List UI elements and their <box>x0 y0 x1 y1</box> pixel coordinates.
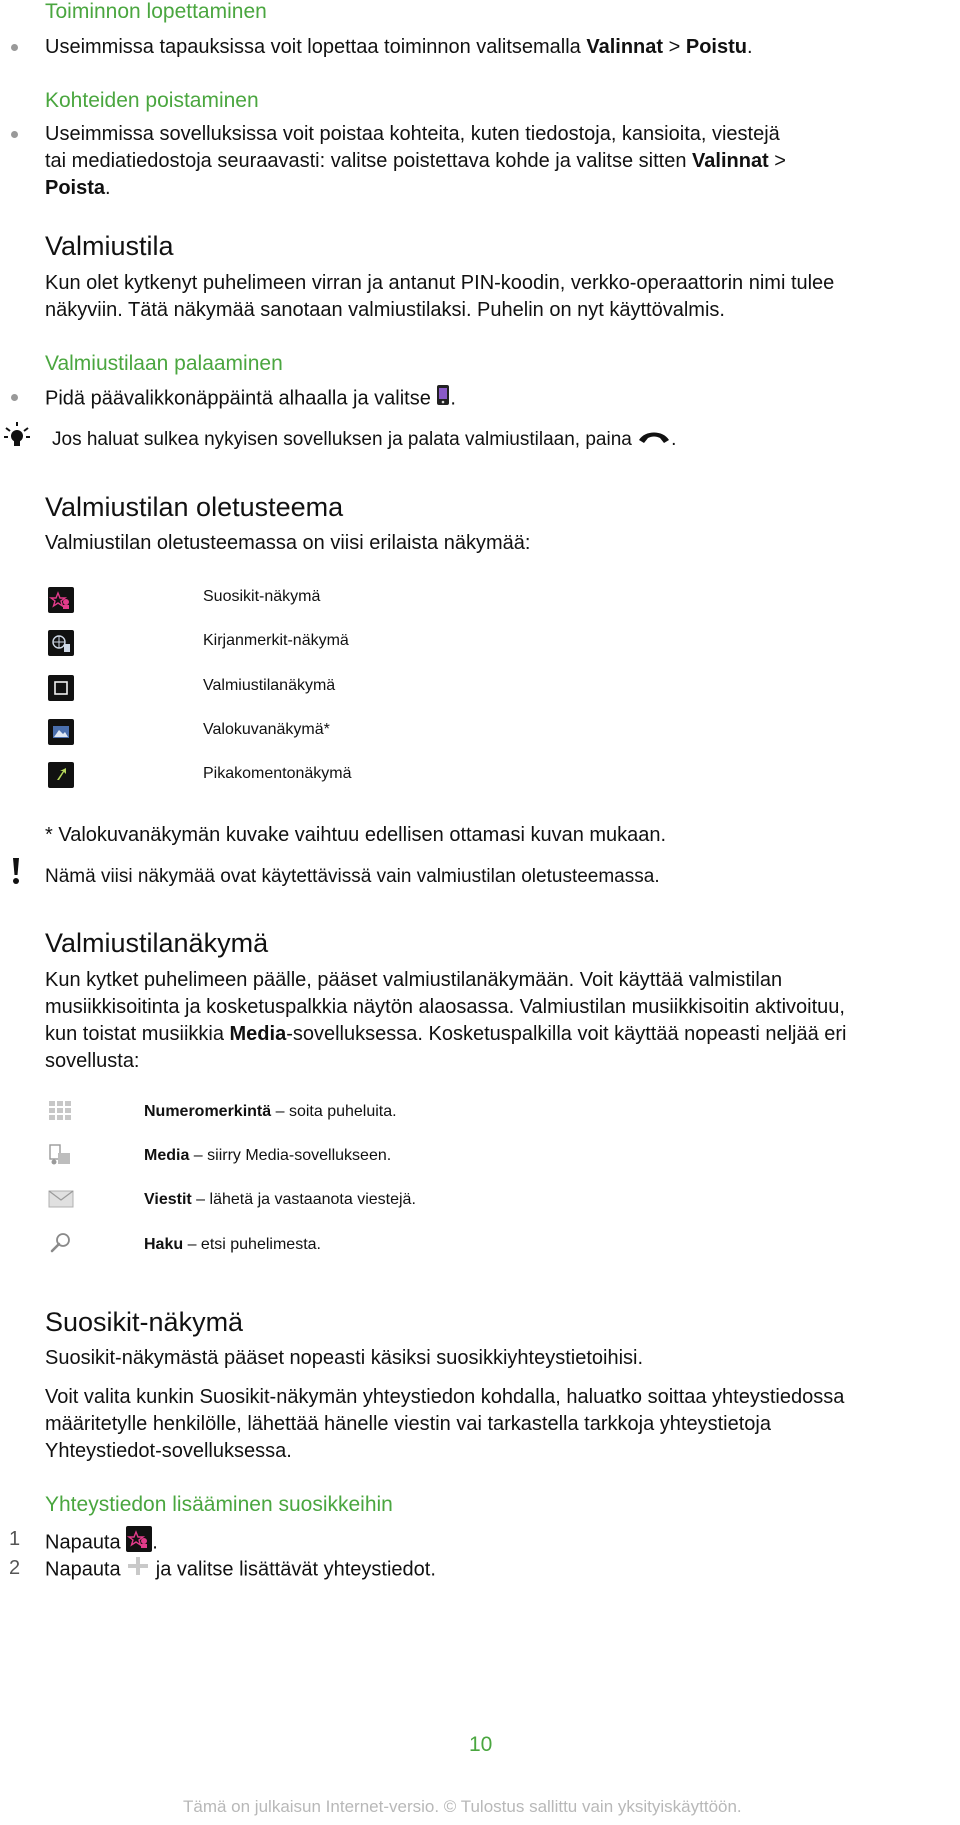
delete-line-1: Useimmissa sovelluksissa voit poistaa kohteita, kuten tiedostoja, kansioita, viestejä <box>45 123 780 145</box>
standby-view-line-1: Kun kytket puhelimeen päälle, pääset valmiustilanäkymään. Voit käyttää valmistilan <box>45 969 783 991</box>
view-label-photo: Valokuvanäkymä* <box>203 721 330 738</box>
theme-note: Nämä viisi näkymää ovat käytettävissä vain valmiustilan oletusteemassa. <box>45 866 660 887</box>
favorites-para-2-line-2: määritetylle henkilölle, lähettää hänelle viestin vai tarkastella tarkkoja yhteystietoja <box>45 1413 771 1435</box>
envelope-icon <box>48 1190 74 1213</box>
app-search: Haku – etsi puhelimesta. <box>144 1236 321 1253</box>
delete-line-2: tai mediatiedostoja seuraavasti: valitse poistettava kohde ja valitse sitten Valinnat > <box>45 150 786 172</box>
standby-view-line-3: kun toistat musiikkia Media-sovelluksessa. Kosketuspalkilla voit käyttää nopeasti neljää eri <box>45 1023 847 1045</box>
add-plus-icon <box>126 1555 150 1585</box>
end-call-key-icon <box>637 426 671 453</box>
favorites-para-2-line-1: Voit valita kunkin Suosikit-näkymän yhteystiedon kohdalla, haluatko soittaa yhteystiedossa <box>45 1386 845 1408</box>
standby-view-line-2: musiikkisoitinta ja kosketuspalkkia näytön alaosassa. Valmiustilan musiikkisoitin aktivoituu, <box>45 996 845 1018</box>
theme-footnote: * Valokuvanäkymän kuvake vaihtuu edellisen ottamasi kuvan mukaan. <box>45 824 667 846</box>
step-number: 2 <box>9 1557 21 1579</box>
standby-line-2: näkyviin. Tätä näkymää sanotaan valmiustilaksi. Puhelin on nyt käyttövalmis. <box>45 299 725 321</box>
app-dialpad: Numeromerkintä – soita puheluita. <box>144 1103 397 1120</box>
phone-menu-icon <box>436 384 450 414</box>
step-2-text: Napauta ja valitse lisättävät yhteystiedot. <box>45 1555 436 1585</box>
return-bullet-text: Pidä päävalikkonäppäintä alhaalla ja valitse . <box>45 384 456 414</box>
stop-bullet-text: Useimmissa tapauksissa voit lopettaa toiminnon valitsemalla Valinnat > Poistu. <box>45 36 753 58</box>
section-heading-stop: Toiminnon lopettaminen <box>45 0 267 23</box>
tip-text: Jos haluat sulkea nykyisen sovelluksen ja palata valmiustilaan, paina . <box>52 426 676 453</box>
section-heading-delete: Kohteiden poistaminen <box>45 89 259 112</box>
bullet-dot <box>11 44 18 51</box>
heading-default-theme: Valmiustilan oletusteema <box>45 492 344 522</box>
section-heading-return: Valmiustilaan palaaminen <box>45 352 283 375</box>
standby-view-line-4: sovellusta: <box>45 1050 140 1072</box>
favorites-view-icon <box>48 587 74 613</box>
media-icon <box>48 1143 72 1172</box>
view-label-favorites: Suosikit-näkymä <box>203 588 321 605</box>
bookmarks-view-icon <box>48 630 74 656</box>
magnifier-icon <box>50 1232 72 1259</box>
heading-standby-view: Valmiustilanäkymä <box>45 928 269 958</box>
app-media: Media – siirry Media-sovellukseen. <box>144 1147 392 1164</box>
theme-intro: Valmiustilan oletusteemassa on viisi erilaista näkymää: <box>45 532 531 554</box>
favorites-para-1: Suosikit-näkymästä pääset nopeasti käsiksi suosikkiyhteystietoihisi. <box>45 1347 644 1369</box>
photo-view-icon <box>48 719 74 745</box>
exclamation-icon <box>10 856 22 891</box>
heading-standby: Valmiustila <box>45 231 174 261</box>
bullet-dot <box>11 131 18 138</box>
dialpad-icon <box>48 1100 72 1127</box>
view-label-shortcut: Pikakomentonäkymä <box>203 765 352 782</box>
step-1-text: Napauta . <box>45 1526 158 1560</box>
view-label-standby: Valmiustilanäkymä <box>203 677 336 694</box>
favorites-para-2-line-3: Yhteystiedot-sovelluksessa. <box>45 1440 292 1462</box>
page-number: 10 <box>469 1733 493 1756</box>
standby-view-icon <box>48 675 74 701</box>
view-label-bookmarks: Kirjanmerkit-näkymä <box>203 632 349 649</box>
bullet-dot <box>11 394 18 401</box>
step-number: 1 <box>9 1528 21 1550</box>
delete-line-3: Poista. <box>45 177 111 199</box>
shortcut-view-icon <box>48 762 74 788</box>
footer-note: Tämä on julkaisun Internet-versio. © Tulostus sallittu vain yksityiskäyttöön. <box>183 1797 742 1816</box>
standby-line-1: Kun olet kytkenyt puhelimeen virran ja antanut PIN-koodin, verkko-operaattorin nimi tulee <box>45 272 835 294</box>
lightbulb-icon <box>2 420 32 455</box>
app-messages: Viestit – lähetä ja vastaanota viestejä. <box>144 1191 416 1208</box>
heading-favorites-view: Suosikit-näkymä <box>45 1307 244 1337</box>
section-heading-add-favorite: Yhteystiedon lisääminen suosikkeihin <box>45 1493 393 1516</box>
